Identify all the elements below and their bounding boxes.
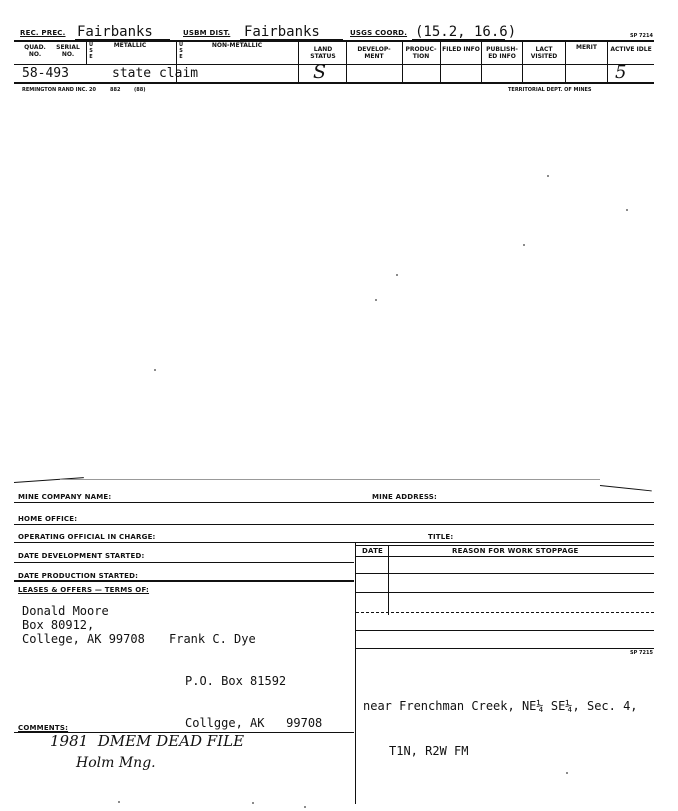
col-active-idle: ACTIVE IDLE — [610, 46, 652, 53]
location-line-1: near Frenchman Creek, NE¼ SE¼, Sec. 4, — [363, 699, 638, 713]
col-serial-no: SERIAL NO. — [56, 44, 80, 58]
col-use-nonmetallic: U S E — [178, 42, 184, 60]
footer-dept: TERRITORIAL DEPT. OF MINES — [508, 87, 592, 93]
metallic-value: state claim — [112, 66, 199, 81]
usbm-dist-value: Fairbanks — [244, 24, 320, 40]
col-filed-info: FILED INFO — [442, 46, 480, 53]
rec-prec-value: Fairbanks — [77, 24, 153, 40]
date-development-label: DATE DEVELOPMENT STARTED: — [18, 552, 145, 560]
serial-value: 58-493 — [22, 66, 69, 81]
lessee-1-address: Box 80912, — [22, 618, 95, 632]
date-production-label: DATE PRODUCTION STARTED: — [18, 572, 139, 580]
col-production: PRODUC-TION — [405, 46, 437, 60]
comments-label: COMMENTS: — [18, 724, 69, 732]
mine-address-label: MINE ADDRESS: — [372, 493, 438, 501]
land-status-value: S — [313, 61, 327, 83]
usgs-coord-label: USGS COORD. — [350, 29, 408, 37]
operating-official-label: OPERATING OFFICIAL IN CHARGE: — [18, 533, 156, 541]
footer-code-1: 882 — [110, 87, 121, 93]
leases-label: LEASES & OFFERS — TERMS OF: — [18, 586, 150, 594]
lessee-2-city: Collgge, AK 99708 — [185, 716, 323, 730]
comment-line-2: Holm Mng. — [76, 755, 156, 771]
col-merit: MERIT — [575, 44, 597, 51]
location-line-2: T1N, R2W FM — [389, 744, 469, 758]
col-development: DEVELOP-MENT — [357, 46, 391, 60]
active-idle-value: 5 — [615, 62, 627, 83]
location-description — [363, 669, 638, 789]
col-last-visited: LACT VISITED — [530, 46, 558, 60]
form-number-top: SP 7214 — [630, 33, 653, 39]
lessee-2-address: P.O. Box 81592 — [185, 674, 287, 688]
rec-prec-label: REC. PREC. — [20, 29, 66, 37]
col-published-info: PUBLISH-ED INFO — [486, 46, 518, 60]
lessee-1-city: College, AK 99708 — [22, 632, 145, 646]
footer-printer: REMINGTON RAND INC. 20 — [22, 87, 96, 93]
form-number-bottom: SP 7215 — [630, 650, 653, 656]
col-metallic: METALLIC — [113, 42, 147, 49]
usbm-dist-label: USBM DIST. — [183, 29, 231, 37]
col-nonmetallic: NON-METALLIC — [211, 42, 263, 49]
lessee-1-name: Donald Moore — [22, 604, 109, 618]
lessee-2-name: Frank C. Dye — [169, 632, 256, 646]
col-use-metallic: U S E — [88, 42, 94, 60]
title-label: TITLE: — [428, 533, 454, 541]
usgs-coord-value: (15.2, 16.6) — [415, 24, 517, 40]
col-quad-no: QUAD. NO. — [24, 44, 46, 58]
comment-line-1: 1981 DMEM DEAD FILE — [50, 732, 245, 750]
lessee-1 — [22, 604, 145, 646]
mine-company-label: MINE COMPANY NAME: — [18, 493, 112, 501]
home-office-label: HOME OFFICE: — [18, 515, 78, 523]
footer-code-2: (88) — [134, 87, 146, 93]
date-column-header: DATE — [362, 547, 384, 555]
reason-column-header: REASON FOR WORK STOPPAGE — [452, 547, 579, 555]
col-land-status: LAND STATUS — [310, 46, 336, 60]
